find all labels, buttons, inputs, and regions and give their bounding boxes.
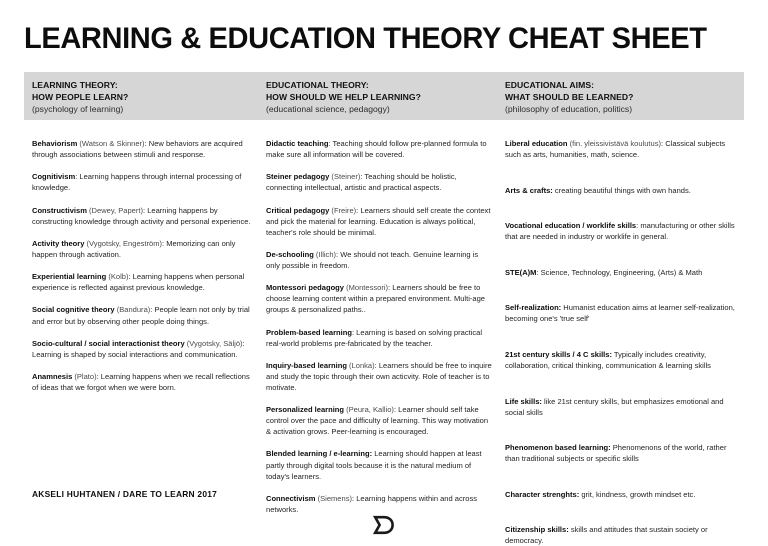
- page-title: LEARNING & EDUCATION THEORY CHEAT SHEET: [24, 0, 733, 54]
- theory-entry-source: (Peura, Kallio): [344, 405, 394, 414]
- theory-entry-term: Character strenghts:: [505, 490, 579, 499]
- column-header-line1: EDUCATIONAL AIMS:: [505, 79, 744, 91]
- theory-entry: [505, 442, 740, 464]
- theory-entry: [32, 138, 252, 160]
- column-header-learning-theory: [24, 72, 266, 116]
- theory-entry-term: Behaviorism: [32, 139, 77, 148]
- theory-entry-source: (Montessori): [344, 283, 388, 292]
- theory-entry-description: : Learning is shaped by social interactions and communication.: [32, 339, 245, 359]
- theory-entry: [505, 489, 740, 500]
- theory-entry-description: : Learning happens when personal experience is reflected against previous knowledge.: [32, 272, 244, 292]
- theory-entry: [505, 349, 740, 371]
- column-educational-aims: [505, 131, 744, 546]
- column-headers-band: [24, 72, 744, 120]
- theory-entry: [505, 396, 740, 418]
- theory-entry-term: Experiential learning: [32, 272, 106, 281]
- dare-to-learn-d-logo-icon: [373, 515, 395, 535]
- theory-entry: [32, 171, 252, 193]
- theory-entry: [266, 205, 493, 238]
- theory-entry-description: : Science, Technology, Engineering, (Arts) & Math: [536, 268, 702, 277]
- theory-entry-term: Life skills:: [505, 397, 542, 406]
- footer-logo: [0, 515, 768, 535]
- theory-entry-term: Blended learning / e-learning:: [266, 449, 372, 458]
- column-header-line2: HOW SHOULD WE HELP LEARNING?: [266, 91, 505, 103]
- theory-entry-source: (Dewey, Papert): [87, 206, 143, 215]
- column-header-subtitle: (educational science, pedagogy): [266, 103, 505, 116]
- author-credit: AKSELI HUHTANEN / DARE TO LEARN 2017: [32, 489, 217, 499]
- theory-entry-source: (Watson & Skinner): [77, 139, 144, 148]
- theory-entry-term: Self-realization:: [505, 303, 561, 312]
- theory-entry: [505, 138, 740, 160]
- theory-entry: [266, 282, 493, 315]
- theory-entry-description: : Learners should self create the context and pick the material for learning. Education is always political, teacher's role should be minimal.: [266, 206, 490, 237]
- theory-entry: [266, 138, 493, 160]
- theory-entry-term: Problem-based learning: [266, 328, 352, 337]
- column-header-subtitle: (philosophy of education, politics): [505, 103, 744, 116]
- theory-entry-description: : Learning happens through internal processing of knowledge.: [32, 172, 241, 192]
- theory-entry-term: Vocational education / worklife skills: [505, 221, 636, 230]
- theory-entry-term: STE(A)M: [505, 268, 536, 277]
- theory-entry-term: Personalized learning: [266, 405, 344, 414]
- theory-entry-term: Liberal education: [505, 139, 567, 148]
- theory-entry-source: (Freire): [329, 206, 356, 215]
- theory-entry-description: : Teaching should be holistic, connecting intellectual, artistic and practical aspects.: [266, 172, 457, 192]
- theory-entry-description: Typically includes creativity, collaboration, critical thinking, communication & learning skills: [505, 350, 711, 370]
- column-header-subtitle: (psychology of learning): [32, 103, 266, 116]
- column-learning-theory: [24, 131, 266, 394]
- theory-entry-description: grit, kindness, growth mindset etc.: [579, 490, 695, 499]
- theory-entry: [32, 205, 252, 227]
- theory-entry-term: De-schooling: [266, 250, 314, 259]
- column-header-educational-aims: [505, 72, 744, 116]
- theory-entry-term: Montessori pedagogy: [266, 283, 344, 292]
- theory-entry-description: : Classical subjects such as arts, humanities, math, science.: [505, 139, 725, 159]
- theory-entry: [505, 220, 740, 242]
- theory-entry: [505, 185, 740, 196]
- theory-entry-description: : Learning happens by constructing knowledge through activity and personal experience.: [32, 206, 251, 226]
- theory-entry-source: (Lonka): [347, 361, 375, 370]
- theory-entry: [266, 448, 493, 481]
- theory-entry-source: (Plato): [72, 372, 96, 381]
- theory-entry-description: : People learn not only by trial and error but by observing other people doing things.: [32, 305, 250, 325]
- theory-entry: [266, 360, 493, 393]
- theory-entry-description: : Learner should self take control over the pace and difficulty of learning. This way motivation & activation grows. Peer-learning is encouraged.: [266, 405, 488, 436]
- theory-entry-source: (Kolb): [106, 272, 128, 281]
- theory-entry-term: Anamnesis: [32, 372, 72, 381]
- theory-entry: [32, 338, 252, 360]
- theory-entry-description: skills and attitudes that sustain society or democracy.: [505, 525, 708, 545]
- theory-entry: [266, 493, 493, 515]
- theory-entry-source: (Illich): [314, 250, 336, 259]
- theory-entry: [266, 327, 493, 349]
- theory-entry-description: : We should not teach. Genuine learning is only possible in freedom.: [266, 250, 478, 270]
- theory-entry: [505, 267, 740, 278]
- theory-entry-term: Phenomenon based learning:: [505, 443, 611, 452]
- theory-entry: [266, 249, 493, 271]
- theory-entry-description: : Teaching should follow pre-planned formula to make sure all information will be covered.: [266, 139, 487, 159]
- theory-entry-description: Learning should happen at least partly through digital tools because it is the natural medium of today's learners.: [266, 449, 482, 480]
- theory-entry-description: creating beautiful things with own hands.: [553, 186, 691, 195]
- column-header-educational-theory: [266, 72, 505, 116]
- theory-entry-term: Didactic teaching: [266, 139, 329, 148]
- theory-entry-description: : New behaviors are acquired through associations between stimuli and response.: [32, 139, 243, 159]
- column-header-line2: WHAT SHOULD BE LEARNED?: [505, 91, 744, 103]
- theory-entry-term: Steiner pedagogy: [266, 172, 329, 181]
- theory-entry-term: Socio-cultural / social interactionist theory: [32, 339, 185, 348]
- theory-entry-term: Social cognitive theory: [32, 305, 115, 314]
- theory-entry-description: Humanist education aims at learner self-realization, becoming one's 'true self': [505, 303, 735, 323]
- theory-entry-description: Phenomenons of the world, rather than traditional subjects or specific skills: [505, 443, 726, 463]
- theory-entry: [505, 302, 740, 324]
- theory-entry: [266, 171, 493, 193]
- theory-entry-description: : Learners should be free to inquire and study the topic through their own acticvity. Role of teacher is to motivate.: [266, 361, 492, 392]
- theory-entry-source: (Siemens): [316, 494, 353, 503]
- theory-entry-term: Critical pedagogy: [266, 206, 329, 215]
- theory-entry-description: : Learning is based on solving practical real-world problems pre-fabricated by the teacher.: [266, 328, 482, 348]
- column-header-line2: HOW PEOPLE LEARN?: [32, 91, 266, 103]
- theory-entry: [32, 238, 252, 260]
- theory-entry-term: Inquiry-based learning: [266, 361, 347, 370]
- theory-entry-source: (Vygotsky, Engeström): [84, 239, 162, 248]
- theory-entry-source: (Steiner): [329, 172, 360, 181]
- theory-entry-description: : Learners should be free to choose learning content within a prepared environment. Multi-age groups & personalized paths..: [266, 283, 485, 314]
- column-header-line1: LEARNING THEORY:: [32, 79, 266, 91]
- column-header-line1: EDUCATIONAL THEORY:: [266, 79, 505, 91]
- theory-entry-description: : Memorizing can only happen through activation.: [32, 239, 235, 259]
- theory-entry-term: 21st century skills / 4 C skills:: [505, 350, 612, 359]
- theory-entry-source: (Bandura): [115, 305, 151, 314]
- theory-entry-description: : Learning happens when we recall reflections of ideas that we forgot when we were born.: [32, 372, 250, 392]
- theory-entry-description: : Learning happens within and across networks.: [266, 494, 477, 514]
- theory-entry: [266, 404, 493, 437]
- theory-entry-description: like 21st century skills, but emphasizes emotional and social skills: [505, 397, 724, 417]
- theory-entry-term: Activity theory: [32, 239, 84, 248]
- theory-entry-term: Citizenship skills:: [505, 525, 569, 534]
- theory-entry-description: : manufacturing or other skills that are needed in industry or worklife in general.: [505, 221, 735, 241]
- theory-entry: [32, 271, 252, 293]
- content-columns: [24, 131, 744, 546]
- theory-entry: [32, 304, 252, 326]
- theory-entry: [32, 371, 252, 393]
- theory-entry-term: Arts & crafts:: [505, 186, 553, 195]
- theory-entry-term: Connectivism: [266, 494, 316, 503]
- theory-entry-term: Cognitivism: [32, 172, 75, 181]
- theory-entry-source: (Vygotsky, Säljö): [185, 339, 243, 348]
- theory-entry-source: (fin. yleissivistävä koulutus): [567, 139, 661, 148]
- theory-entry-term: Constructivism: [32, 206, 87, 215]
- column-educational-theory: [266, 131, 505, 515]
